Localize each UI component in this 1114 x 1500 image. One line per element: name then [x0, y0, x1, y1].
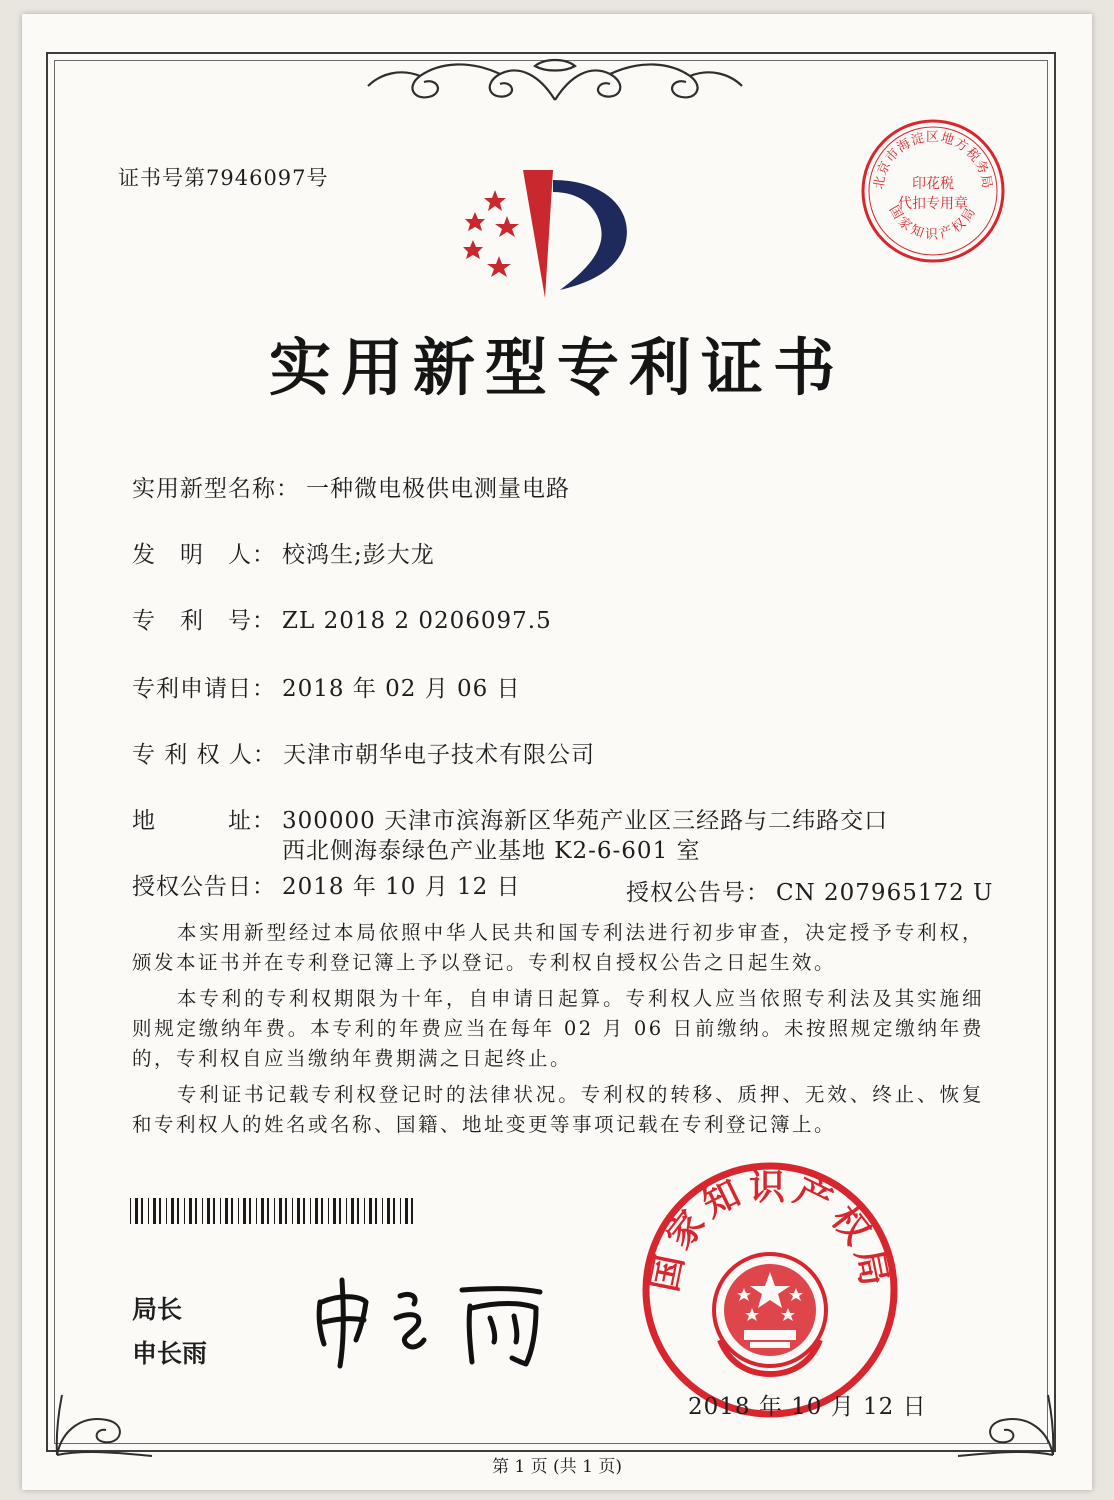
certificate-title: 实用新型专利证书 [268, 331, 845, 404]
barcode-bar [166, 1198, 167, 1224]
body-paragraph-1: 本实用新型经过本局依照中华人民共和国专利法进行初步审查，决定授予专利权，颁发本证书并在专利登记簿上予以登记。专利权自授权公告之日起生效。 [132, 921, 984, 974]
national-seal-date: 2018 年 10 月 12 日 [688, 1394, 927, 1420]
tax-seal-bottom-text: 国家知识产权局 [885, 203, 981, 243]
patent-office-logo-icon [455, 160, 645, 310]
field-inventor-value: 校鸿生;彭大龙 [282, 542, 435, 568]
barcode-bar [405, 1198, 408, 1224]
barcode-bar [382, 1198, 383, 1224]
barcode-bar [411, 1198, 413, 1224]
field-name [132, 470, 570, 503]
field-patent-no-label: 专 利 号： [132, 608, 276, 634]
director-title: 局长 [132, 1295, 183, 1324]
barcode-bar [346, 1198, 347, 1224]
field-filing-date-label: 专利申请日： [132, 676, 276, 702]
barcode-bar [153, 1198, 156, 1224]
barcode-bar [267, 1198, 269, 1224]
barcode-bar [369, 1198, 372, 1224]
bottom-left-ornament [52, 1390, 162, 1460]
field-name-label: 实用新型名称： [132, 476, 300, 502]
field-patentee [132, 736, 595, 769]
barcode-bar [339, 1198, 341, 1224]
field-filing-date-value: 2018 年 02 月 06 日 [282, 676, 521, 702]
barcode-bar [195, 1198, 197, 1224]
barcode-bar [184, 1198, 185, 1224]
barcode-bar [238, 1198, 239, 1224]
barcode-bar [292, 1198, 293, 1224]
field-grant-no [626, 874, 993, 907]
barcode-bar [231, 1198, 233, 1224]
director-name: 申长雨 [132, 1339, 208, 1368]
body-paragraph-3: 专利证书记载专利权登记时的法律状况。专利权的转移、质押、无效、终止、恢复和专利权人的姓名或名称、国籍、地址变更等事项记载在专利登记簿上。 [132, 1083, 984, 1136]
barcode-bar [279, 1198, 282, 1224]
barcode-bar [202, 1198, 203, 1224]
barcode-bar [130, 1198, 131, 1224]
barcode-bar [256, 1198, 257, 1224]
barcode-bar [364, 1198, 365, 1224]
barcode-bar [177, 1198, 179, 1224]
barcode-bar [393, 1198, 395, 1224]
field-grant-no-label: 授权公告号： [626, 880, 770, 906]
barcode-bar [207, 1198, 210, 1224]
barcode-bar [333, 1198, 336, 1224]
barcode-bar [261, 1198, 264, 1224]
page-footer: 第 1 页 (共 1 页) [492, 1457, 622, 1477]
barcode-bar [297, 1198, 300, 1224]
director-signature-icon [300, 1262, 560, 1372]
field-grant-date-value: 2018 年 10 月 12 日 [282, 874, 521, 900]
field-address-label: 地 址： [132, 808, 276, 834]
barcode-bar [171, 1198, 174, 1224]
barcode-bar [225, 1198, 228, 1224]
field-patentee-value: 天津市朝华电子技术有限公司 [282, 742, 595, 768]
barcode-bar [328, 1198, 329, 1224]
barcode-bar [321, 1198, 323, 1224]
field-grant-date-label: 授权公告日： [132, 874, 276, 900]
field-name-value: 一种微电极供电测量电路 [306, 476, 570, 502]
barcode-bar [189, 1198, 192, 1224]
barcode-bar [357, 1198, 359, 1224]
national-seal-ring-text: 国家知识产权局 [644, 1166, 896, 1296]
tax-seal-center-line2: 代扣专用章 [898, 196, 968, 212]
tax-seal-center-line1: 印花税 [912, 176, 954, 192]
barcode-bar [387, 1198, 390, 1224]
top-ornament [360, 56, 750, 108]
barcode-bar [315, 1198, 318, 1224]
field-address [132, 802, 888, 835]
field-patent-no-value: ZL 2018 2 0206097.5 [282, 608, 552, 634]
barcode-bar [249, 1198, 251, 1224]
field-address-value-line1: 300000 天津市滨海新区华苑产业区三经路与二纬路交口 [282, 808, 889, 834]
national-ip-office-seal-icon [640, 1160, 900, 1420]
field-filing-date [132, 670, 521, 703]
barcode-bar [400, 1198, 401, 1224]
barcode-bar [375, 1198, 377, 1224]
field-inventor-label: 发 明 人： [132, 542, 276, 568]
barcode-bar [141, 1198, 143, 1224]
barcode-bar [159, 1198, 161, 1224]
certificate-number: 证书号第7946097号 [118, 166, 329, 190]
barcode-bar [310, 1198, 311, 1224]
barcode-bar [274, 1198, 275, 1224]
field-address-value-line2: 西北侧海泰绿色产业基地 K2-6-601 室 [282, 838, 701, 864]
body-paragraph-2: 本专利的专利权期限为十年，自申请日起算。专利权人应当依照专利法及其实施细则规定缴纳年费。本专利的年费应当在每年 02 月 06 日前缴纳。未按照规定缴纳年费的，专利权自应当缴纳年费期满之日起终止。 [132, 987, 984, 1070]
tax-seal-ring-text: 北京市海淀区地方税务局 [871, 130, 995, 191]
barcode-bar [148, 1198, 149, 1224]
field-grant-no-value: CN 207965172 U [776, 880, 994, 906]
barcode-bar [351, 1198, 354, 1224]
barcode-bar [220, 1198, 221, 1224]
field-patentee-label: 专 利 权 人： [132, 742, 277, 768]
barcode-bar [243, 1198, 246, 1224]
field-patent-no [132, 602, 552, 635]
barcode-bar [135, 1198, 138, 1224]
field-inventor [132, 536, 435, 569]
tax-stamp-seal-icon [858, 116, 1008, 266]
barcode-icon [130, 1198, 416, 1224]
barcode-bar [213, 1198, 215, 1224]
barcode-bar [285, 1198, 287, 1224]
barcode-bar [303, 1198, 305, 1224]
bottom-right-ornament [948, 1390, 1058, 1460]
field-grant-date [132, 868, 521, 901]
